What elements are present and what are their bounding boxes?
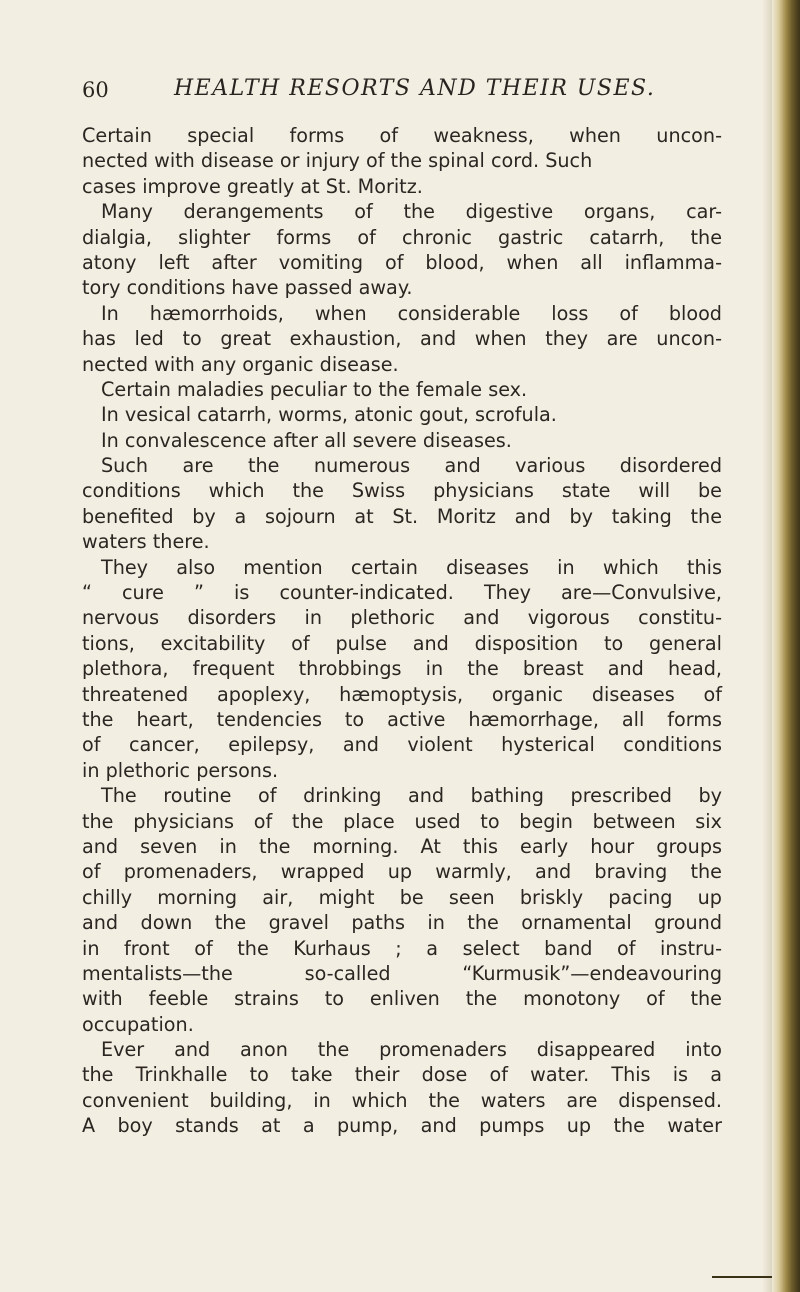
text-line: of promenaders, wrapped up warmly, and braving the [82, 860, 722, 884]
text-line: convenient building, in which the waters are dispensed. [82, 1088, 722, 1112]
text-line: Certain maladies peculiar to the female sex. [101, 377, 528, 401]
text-line: and down the gravel paths in the ornamental ground [82, 911, 722, 935]
text-line: threatened apoplexy, hæmoptysis, organic diseases of [82, 682, 722, 706]
text-line: cases improve greatly at St. Moritz. [82, 174, 423, 198]
text-line: nervous disorders in plethoric and vigorous constitu- [82, 606, 722, 630]
text-line: The routine of drinking and bathing prescribed by [101, 784, 722, 808]
text-line: In hæmorrhoids, when considerable loss of blood [101, 301, 722, 325]
binding-shadow [762, 0, 772, 1292]
body-text [82, 123, 722, 1139]
text-line: chilly morning air, might be seen briskly pacing up [82, 885, 722, 909]
text-line: occupation. [82, 1012, 194, 1036]
text-line: A boy stands at a pump, and pumps up the water [82, 1114, 722, 1138]
text-line: atony left after vomiting of blood, when all inflamma- [82, 250, 722, 274]
text-line: and seven in the morning. At this early hour groups [82, 834, 722, 858]
text-line: Many derangements of the digestive organs, car- [101, 200, 722, 224]
text-line: They also mention certain diseases in which this [101, 555, 722, 579]
text-line: tions, excitability of pulse and disposition to general [82, 631, 722, 655]
text-line: conditions which the Swiss physicians state will be [82, 479, 722, 503]
text-line: nected with disease or injury of the spinal cord. Such [82, 149, 593, 173]
text-line: benefited by a sojourn at St. Moritz and by taking the [82, 504, 722, 528]
text-line: mentalists—the so-called “Kurmusik”—endeavouring [82, 961, 722, 985]
page-number: 60 [82, 78, 109, 102]
text-line: in front of the Kurhaus ; a select band of instru- [82, 936, 722, 960]
text-line: Ever and anon the promenaders disappeared into [101, 1038, 722, 1062]
text-line: Certain special forms of weakness, when uncon- [82, 124, 722, 147]
text-line: Such are the numerous and various disordered [101, 454, 722, 478]
text-line: dialgia, slighter forms of chronic gastric catarrh, the [82, 225, 722, 249]
text-line: with feeble strains to enliven the monotony of the [82, 987, 722, 1011]
text-line: nected with any organic disease. [82, 352, 399, 376]
text-line: In convalescence after all severe diseases. [101, 428, 512, 452]
text-line: the heart, tendencies to active hæmorrhage, all forms [82, 707, 722, 731]
page-bottom-rule [712, 1276, 772, 1278]
text-line: the Trinkhalle to take their dose of water. This is a [82, 1063, 722, 1087]
text-line: in plethoric persons. [82, 758, 279, 782]
text-line: has led to great exhaustion, and when they are uncon- [82, 327, 722, 351]
text-line: “ cure ” is counter-indicated. They are—Convulsive, [82, 581, 722, 605]
text-line: waters there. [82, 530, 210, 554]
text-line: plethora, frequent throbbings in the breast and head, [82, 657, 722, 681]
text-line: In vesical catarrh, worms, atonic gout, scrofula. [101, 403, 557, 427]
text-line: tory conditions have passed away. [82, 276, 413, 300]
binding-edge [772, 0, 800, 1292]
running-title: HEALTH RESORTS AND THEIR USES. [174, 76, 656, 101]
text-line: of cancer, epilepsy, and violent hysterical conditions [82, 733, 722, 757]
text-line: the physicians of the place used to begin between six [82, 809, 722, 833]
page-header [82, 76, 692, 116]
